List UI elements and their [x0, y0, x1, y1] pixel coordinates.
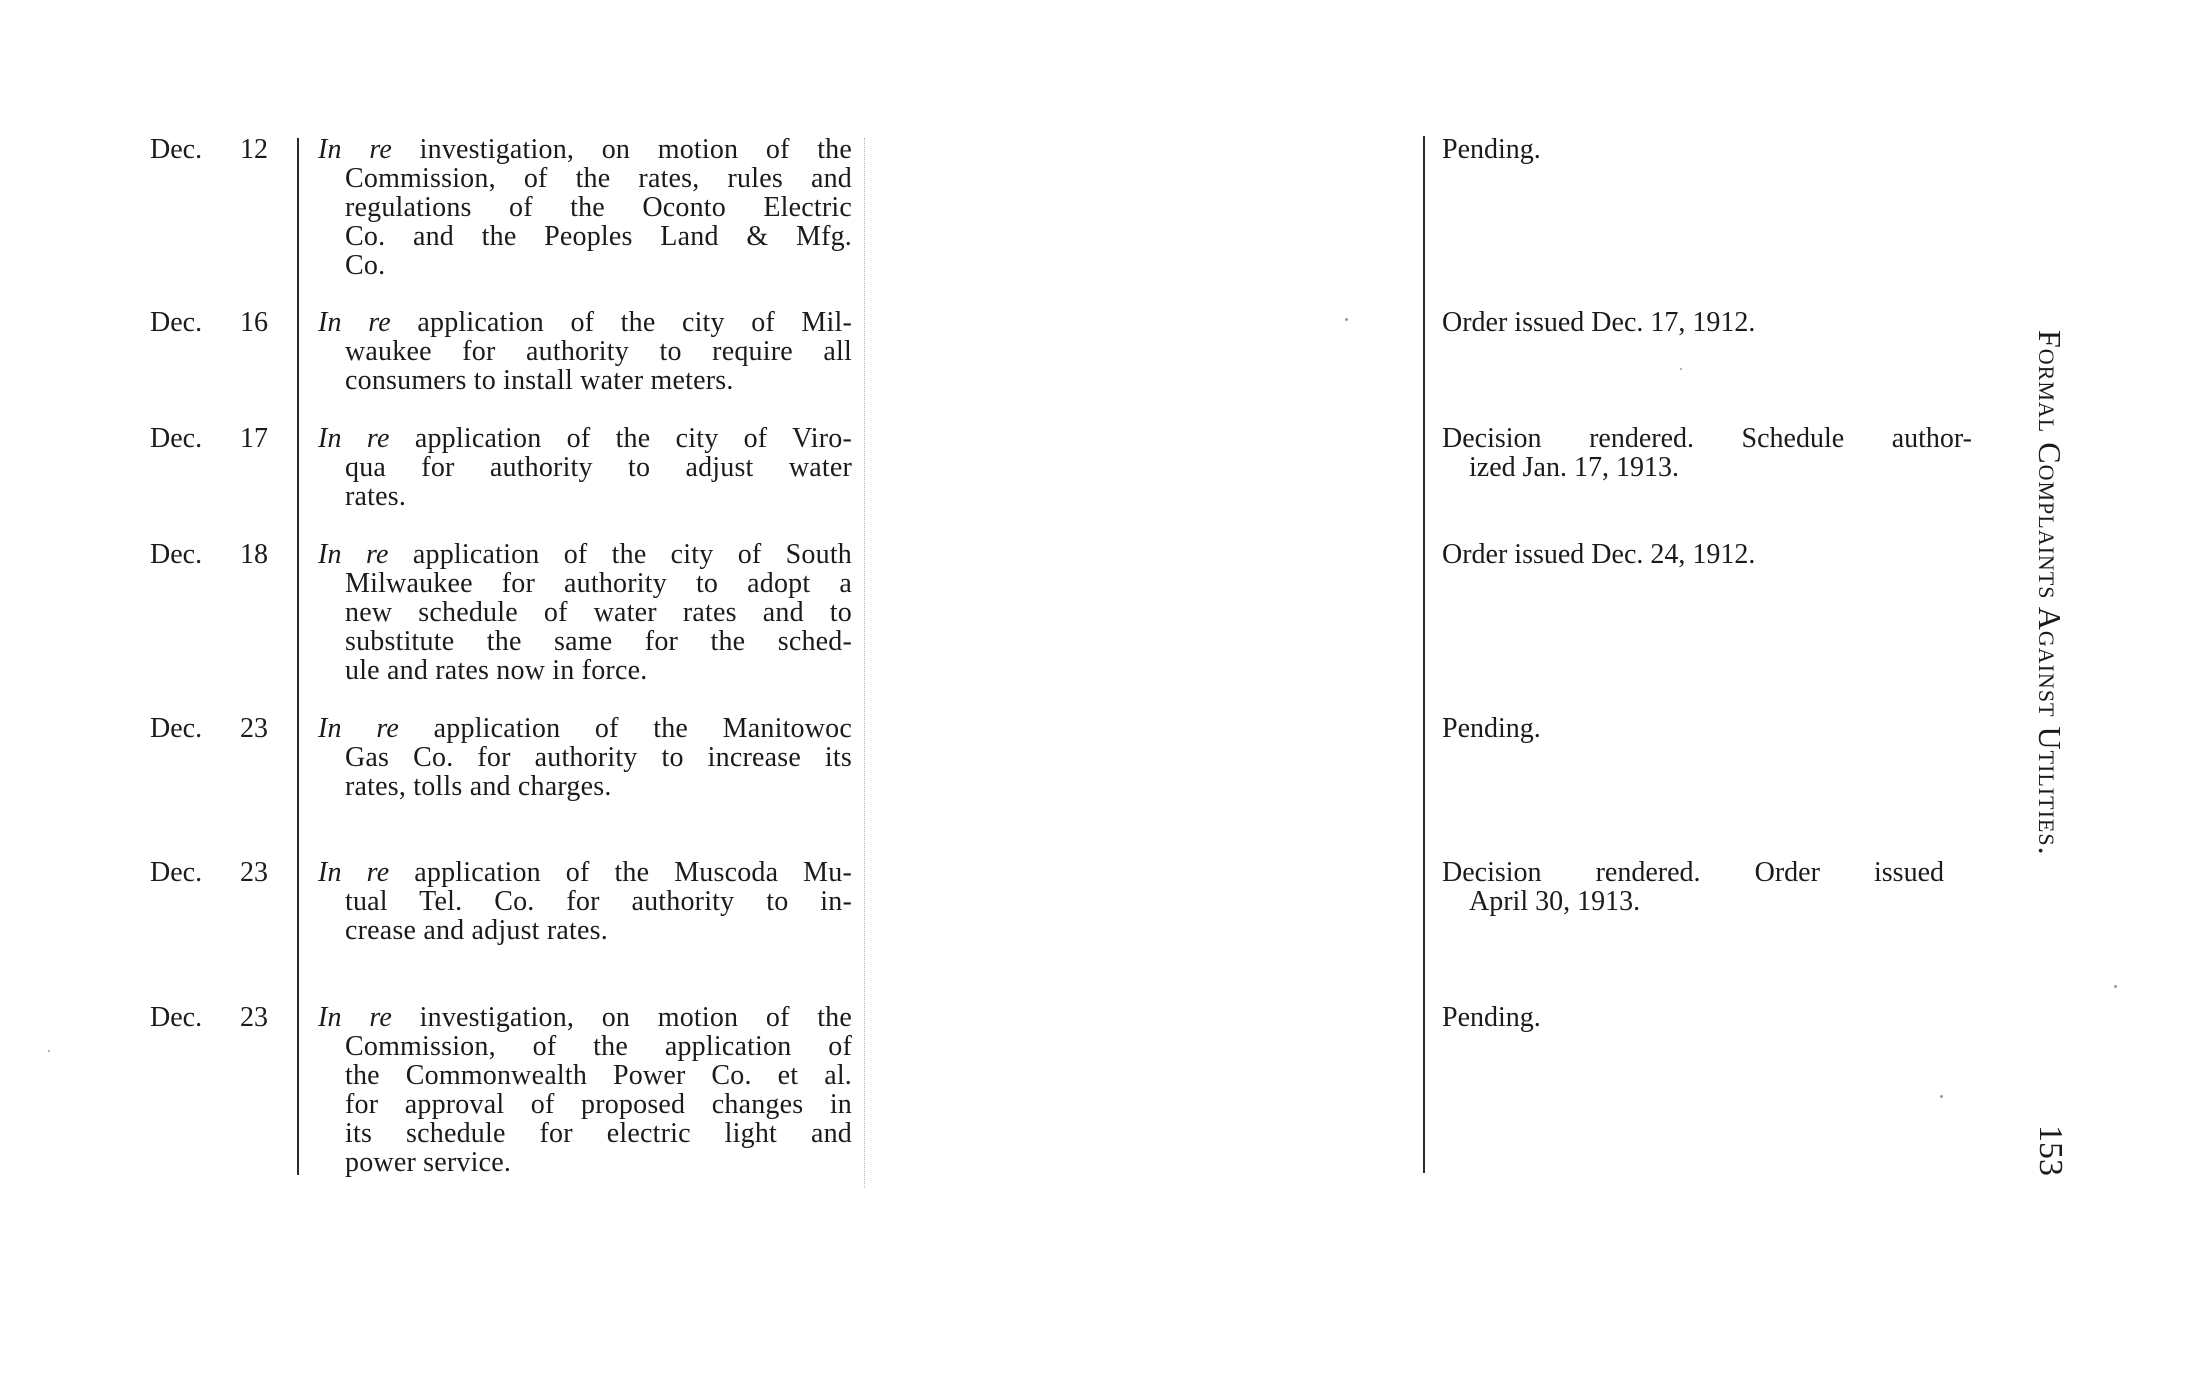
description-text: Gas Co. for authority to increase its	[345, 742, 852, 773]
scan-speck	[1680, 368, 1682, 370]
entry-description	[318, 540, 852, 685]
description-line	[318, 598, 852, 627]
description-column-rule	[864, 138, 865, 1188]
description-text: waukee for authority to require all	[345, 336, 852, 367]
status-line: Pending.	[1442, 134, 1541, 165]
description-line	[318, 1090, 852, 1119]
description-text: Co.	[345, 250, 386, 281]
description-line	[318, 193, 852, 222]
in-re-label: In re	[318, 713, 400, 744]
description-text: new schedule of water rates and to	[345, 597, 852, 628]
page-number-container	[2030, 1125, 2070, 1195]
entry-description	[318, 424, 852, 511]
entry-day: 16	[240, 307, 268, 338]
description-line	[318, 1061, 852, 1090]
description-text: ule and rates now in force.	[345, 655, 648, 686]
in-re-label: In re	[318, 857, 390, 888]
entry-day: 17	[240, 423, 268, 454]
entry-day: 23	[240, 713, 268, 744]
description-text: consumers to install water meters.	[345, 365, 734, 396]
description-text: Co. and the Peoples Land & Mfg.	[345, 221, 852, 252]
description-text: Commission, of the application of	[345, 1031, 852, 1062]
entry-status	[1442, 540, 1982, 569]
description-line	[318, 135, 852, 164]
entry-date	[150, 1003, 268, 1032]
entry-date	[150, 308, 268, 337]
scan-speck	[2114, 985, 2117, 988]
description-line	[318, 569, 852, 598]
description-text: investigation, on motion of the	[392, 1002, 853, 1033]
page-number: 153	[2032, 1125, 2069, 1176]
entry-day: 12	[240, 134, 268, 165]
description-line	[318, 714, 852, 743]
description-text: application of the city of South	[388, 539, 852, 570]
description-line	[318, 916, 852, 945]
description-text: application of the Manitowoc	[399, 713, 853, 744]
entry-month: Dec.	[150, 857, 203, 888]
description-line	[318, 1119, 852, 1148]
entry-status	[1442, 135, 1982, 164]
entry-status	[1442, 1003, 1982, 1032]
entry-month: Dec.	[150, 423, 203, 454]
description-text: qua for authority to adjust water	[345, 452, 852, 483]
description-text: application of the city of Viro-	[389, 423, 852, 454]
description-text: for approval of proposed changes in	[345, 1089, 852, 1120]
entry-status	[1442, 308, 1982, 337]
entry-description	[318, 858, 852, 945]
description-line	[318, 482, 852, 511]
description-line	[318, 656, 852, 685]
entry-description	[318, 135, 852, 280]
entry-status	[1442, 858, 1982, 916]
entry-day: 23	[240, 857, 268, 888]
entry-month: Dec.	[150, 1002, 203, 1033]
entry-status	[1442, 424, 1982, 482]
scan-speck	[1940, 1095, 1943, 1098]
status-line: Order issued Dec. 17, 1912.	[1442, 307, 1756, 338]
description-text: investigation, on motion of the	[392, 134, 853, 165]
status-line: ized Jan. 17, 1913.	[1469, 452, 1679, 483]
status-line: Decision rendered. Order issued	[1442, 857, 1944, 888]
status-line: Pending.	[1442, 713, 1541, 744]
status-line: Decision rendered. Schedule author-	[1442, 423, 1972, 454]
in-re-label: In re	[318, 539, 389, 570]
description-line	[318, 627, 852, 656]
entry-month: Dec.	[150, 713, 203, 744]
running-head-container	[2030, 330, 2070, 1030]
entry-date	[150, 424, 268, 453]
status-column-rule	[1423, 136, 1425, 1173]
description-text: the Commonwealth Power Co. et al.	[345, 1060, 852, 1091]
description-line	[318, 453, 852, 482]
description-line	[318, 1148, 852, 1177]
description-text: Commission, of the rates, rules and	[345, 163, 852, 194]
description-text: crease and adjust rates.	[345, 915, 608, 946]
description-line	[318, 251, 852, 280]
description-line	[318, 1003, 852, 1032]
description-line	[318, 164, 852, 193]
description-line	[318, 337, 852, 366]
description-line	[318, 1032, 852, 1061]
entry-status	[1442, 714, 1982, 743]
description-line	[318, 366, 852, 395]
description-text: power service.	[345, 1147, 512, 1178]
description-text: substitute the same for the sched-	[345, 626, 852, 657]
scan-speck	[48, 1050, 50, 1052]
scan-speck	[1345, 318, 1348, 321]
description-text: rates, tolls and charges.	[345, 771, 612, 802]
entry-month: Dec.	[150, 539, 203, 570]
description-text: Milwaukee for authority to adopt a	[345, 568, 852, 599]
entry-description	[318, 308, 852, 395]
description-text: tual Tel. Co. for authority to in-	[345, 886, 852, 917]
description-line	[318, 424, 852, 453]
status-line: April 30, 1913.	[1469, 886, 1641, 917]
status-line: Pending.	[1442, 1002, 1541, 1033]
description-line	[318, 887, 852, 916]
in-re-label: In re	[318, 423, 390, 454]
description-line	[318, 222, 852, 251]
status-line: Order issued Dec. 24, 1912.	[1442, 539, 1756, 570]
in-re-label: In re	[318, 134, 393, 165]
description-line	[318, 858, 852, 887]
entry-day: 18	[240, 539, 268, 570]
description-line	[318, 308, 852, 337]
description-line	[318, 540, 852, 569]
description-line	[318, 743, 852, 772]
entry-month: Dec.	[150, 307, 203, 338]
entry-month: Dec.	[150, 134, 203, 165]
entry-date	[150, 135, 268, 164]
entry-description	[318, 1003, 852, 1177]
description-text: application of the Muscoda Mu-	[389, 857, 852, 888]
entry-description	[318, 714, 852, 801]
running-head: Formal Complaints Against Utilities.	[2032, 330, 2068, 856]
entry-date	[150, 858, 268, 887]
in-re-label: In re	[318, 307, 391, 338]
description-text: application of the city of Mil-	[390, 307, 852, 338]
entry-date	[150, 714, 268, 743]
description-line	[318, 772, 852, 801]
entry-date	[150, 540, 268, 569]
description-text: its schedule for electric light and	[345, 1118, 852, 1149]
left-column-rule	[297, 138, 299, 1175]
description-text: regulations of the Oconto Electric	[345, 192, 852, 223]
entry-day: 23	[240, 1002, 268, 1033]
in-re-label: In re	[318, 1002, 393, 1033]
description-text: rates.	[345, 481, 407, 512]
